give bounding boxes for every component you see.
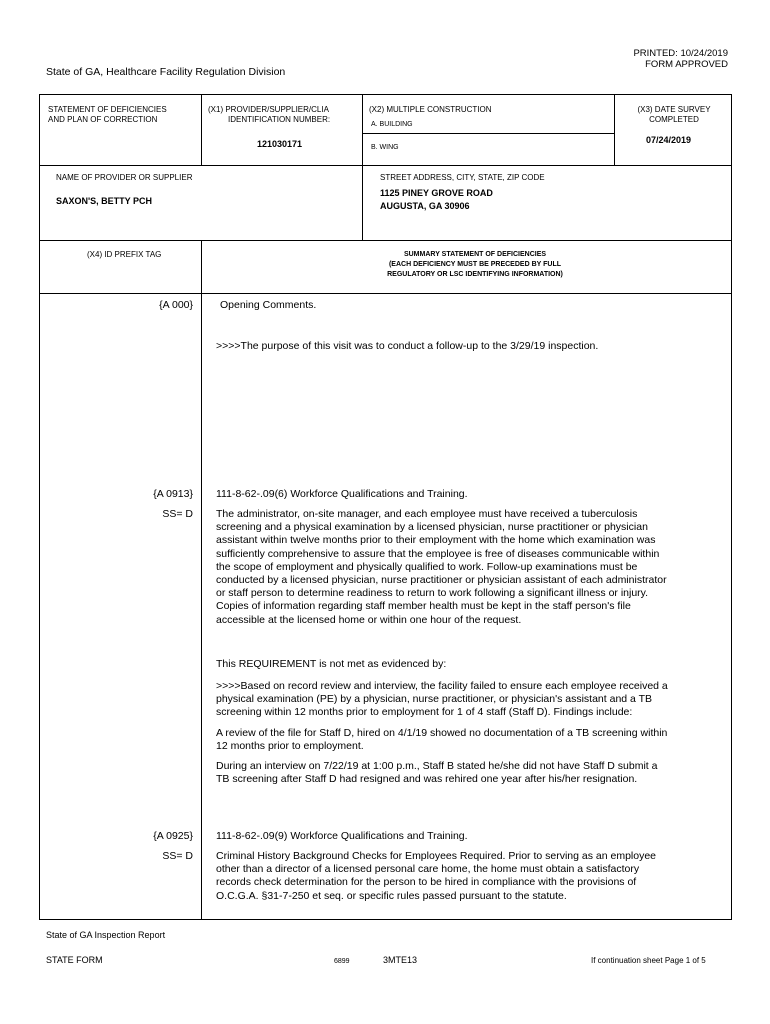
x2-label: (X2) MULTIPLE CONSTRUCTION: [369, 105, 492, 114]
tag-a000: {A 000}: [159, 299, 193, 311]
agency-name: State of GA, Healthcare Facility Regulation Division: [46, 66, 286, 78]
wing-label: B. WING: [371, 144, 399, 151]
address-line-1: 1125 PINEY GROVE ROAD: [380, 188, 493, 198]
print-stamp: [633, 48, 728, 70]
tag-a0913: {A 0913}: [153, 488, 193, 500]
form-code: 6899: [334, 958, 350, 965]
x1-label: (X1) PROVIDER/SUPPLIER/CLIA IDENTIFICATION NUMBER:: [208, 105, 331, 124]
opening-comments-text: >>>>The purpose of this visit was to conduct a follow-up to the 3/29/19 inspection.: [216, 340, 599, 352]
rule-title-a0925: 111-8-62-.09(9) Workforce Qualifications and Training.: [216, 830, 468, 842]
interview-a0913: During an interview on 7/22/19 at 1:00 p.m., Staff B stated he/she did not have Staff D submit a TB screening after Staff D had resigned and was rehired one year after his/her resignation.: [216, 760, 658, 786]
form-approved: FORM APPROVED: [645, 59, 728, 70]
event-id: 3MTE13: [383, 955, 418, 965]
opening-comments-title: Opening Comments.: [220, 299, 317, 311]
address: [380, 187, 493, 213]
requirement-not-met: This REQUIREMENT is not met as evidenced by:: [216, 658, 447, 670]
inspection-report-label: State of GA Inspection Report: [46, 930, 166, 940]
address-label: STREET ADDRESS, CITY, STATE, ZIP CODE: [380, 173, 545, 182]
identification-number: 121030171: [257, 139, 303, 149]
address-line-2: AUGUSTA, GA 30906: [380, 201, 470, 211]
findings-a0913: >>>>Based on record review and interview, the facility failed to ensure each employee received a physical examination (PE) by a physician, nurse practitioner, or physician's assistant and a TB screening within 12 months prior to employment for 1 of 4 staff (Staff D). Findings include:: [216, 680, 668, 719]
x3-label: (X3) DATE SURVEY COMPLETED: [637, 105, 711, 124]
printed-date: PRINTED: 10/24/2019: [633, 48, 728, 59]
severity-scope-a0913: SS= D: [162, 508, 193, 520]
record-review-a0913: A review of the file for Staff D, hired on 4/1/19 showed no documentation of a TB screening within 12 months prior to employment.: [216, 727, 668, 753]
statement-of-deficiencies-label: STATEMENT OF DEFICIENCIES AND PLAN OF CORRECTION: [48, 105, 167, 124]
rule-text-a0913: The administrator, on-site manager, and each employee must have received a tuberculosis screening and a physical examination by a licensed physician, nurse practitioner or physician assistant within twelve months prior to their employment with the home which examination was sufficiently comprehensive to assure that the employee is free of diseases communicable within the scope of employment and physically qualified to work. Follow-up examinations must be conducted by a licensed physician, nurse practitioner or physician assistant of each administrator or staff person to determine readiness to return to work following a significant illness or injury. Copies of information regarding staff member health must be kept in the staff person's file accessible at the licensed home or within one hour of the request.: [216, 508, 667, 626]
provider-label: NAME OF PROVIDER OR SUPPLIER: [56, 173, 193, 182]
tag-a0925: {A 0925}: [153, 830, 193, 842]
provider-name: SAXON'S, BETTY PCH: [56, 196, 152, 206]
id-prefix-tag-label: (X4) ID PREFIX TAG: [87, 250, 162, 259]
rule-text-a0925: Criminal History Background Checks for Employees Required. Prior to serving as an employee other than a director of a licensed personal care home, the home must obtain a satisfactory records check determination for the person to be hired in compliance with the provisions of O.C.G.A. §31-7-250 et seq. or specific rules passed pursuant to the statute.: [216, 850, 657, 902]
state-form-label: STATE FORM: [46, 955, 103, 965]
continuation-note: If continuation sheet Page 1 of 5: [591, 956, 706, 965]
severity-scope-a0925: SS= D: [162, 850, 193, 862]
summary-statement-label: SUMMARY STATEMENT OF DEFICIENCIES (EACH DEFICIENCY MUST BE PRECEDED BY FULL REGULATORY OR LSC IDENTIFYING INFORMATION): [387, 251, 563, 278]
rule-title-a0913: 111-8-62-.09(6) Workforce Qualifications and Training.: [216, 488, 468, 500]
survey-date: 07/24/2019: [646, 135, 692, 145]
building-label: A. BUILDING: [371, 121, 413, 128]
